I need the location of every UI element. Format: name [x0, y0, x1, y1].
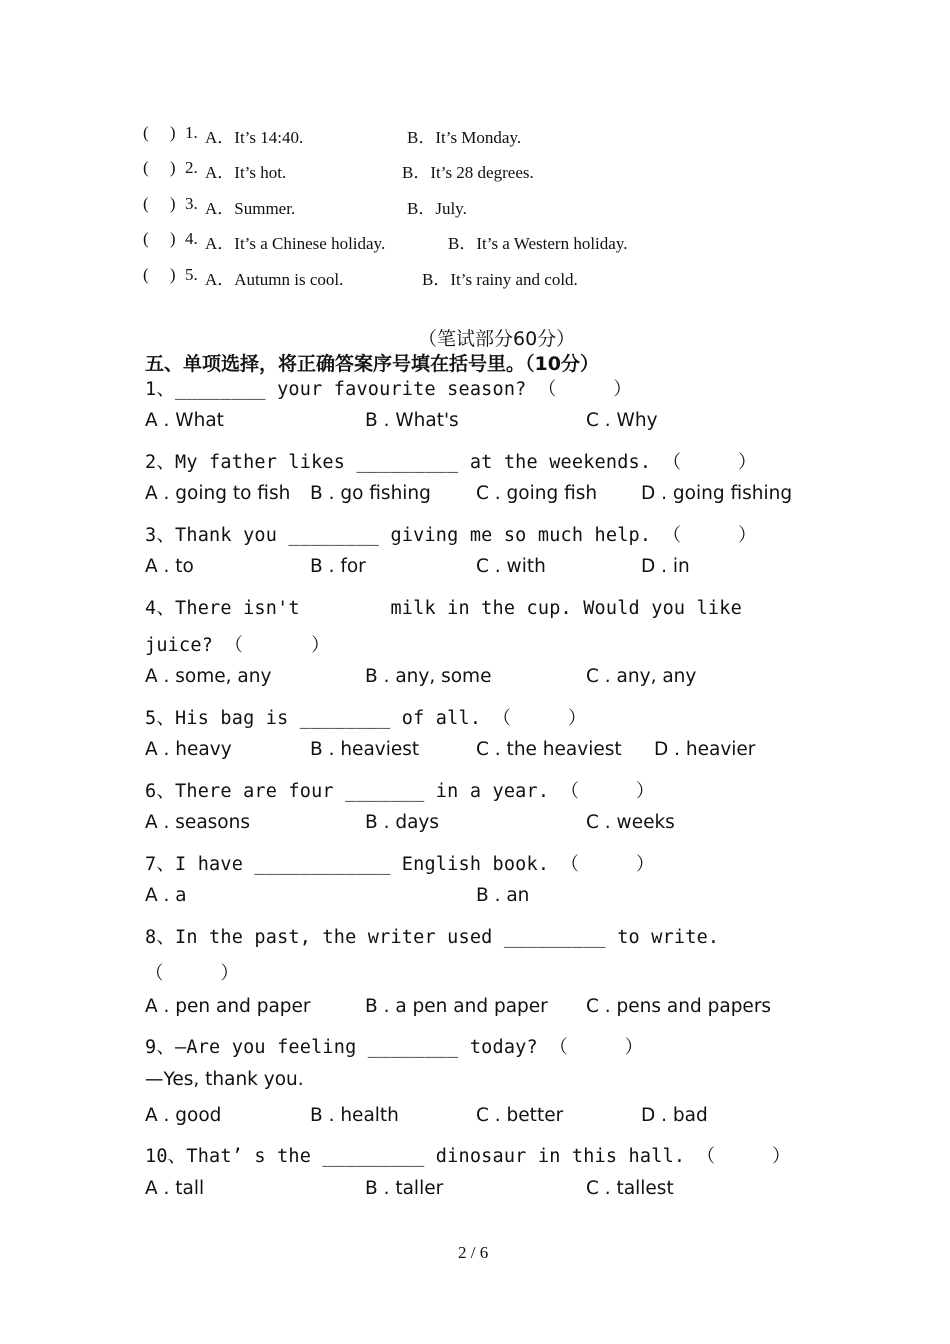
option-b: B．It’s rainy and cold.	[422, 270, 578, 289]
option: B . for	[310, 556, 366, 577]
option: C . Why	[586, 410, 658, 431]
written-part-heading: （笔试部分60分）	[418, 328, 576, 350]
question-stem-continued: （ ）	[145, 963, 240, 984]
item-number: 2.	[185, 158, 198, 177]
option-a: A．Summer.	[205, 199, 296, 218]
question-stem: 5、His bag is ________ of all. （ ）	[145, 708, 587, 729]
question-stem: 10、That’ s the _________ dinosaur in this hall. （ ）	[145, 1146, 791, 1167]
answer-bracket: ( )	[143, 194, 176, 213]
option-b: B．It’s 28 degrees.	[402, 163, 534, 182]
answer-bracket: ( )	[143, 123, 176, 142]
option: C . better	[476, 1105, 564, 1126]
option-b: B．July.	[407, 199, 467, 218]
question-stem: 2、My father likes _________ at the weekends. （ ）	[145, 452, 757, 473]
option-a: A．It’s 14:40.	[205, 128, 304, 147]
question-response: —Yes, thank you.	[145, 1069, 304, 1090]
option: A . to	[145, 556, 194, 577]
option: B . heaviest	[310, 739, 420, 760]
option: A . heavy	[145, 739, 232, 760]
item-number: 4.	[185, 229, 198, 248]
option: C . with	[476, 556, 546, 577]
question-stem: 1、________ your favourite season? （ ）	[145, 379, 632, 400]
option: D . heavier	[654, 739, 756, 760]
option: B . any, some	[365, 666, 492, 687]
option: A . going to fish	[145, 483, 291, 504]
option: C . pens and papers	[586, 996, 772, 1017]
option: A . a	[145, 885, 187, 906]
question-stem-continued: juice? （ ）	[145, 635, 330, 656]
section-title: 五、单项选择，将正确答案序号填在括号里。（10分）	[145, 353, 599, 375]
question-stem: 7、I have ____________ English book. （ ）	[145, 854, 655, 875]
answer-bracket: ( )	[143, 265, 176, 284]
option: A . pen and paper	[145, 996, 311, 1017]
option-b: B．It’s Monday.	[407, 128, 522, 147]
option: B . taller	[365, 1178, 444, 1199]
option: D . bad	[641, 1105, 708, 1126]
question-stem: 6、There are four _______ in a year. （ ）	[145, 781, 655, 802]
item-number: 1.	[185, 123, 198, 142]
option: D . going fishing	[641, 483, 793, 504]
question-stem: 4、There isn't milk in the cup. Would you like	[145, 598, 742, 619]
option: A . What	[145, 410, 224, 431]
option: C . going fish	[476, 483, 598, 504]
option: B . go fishing	[310, 483, 431, 504]
item-number: 5.	[185, 265, 198, 284]
page-number: 2 / 6	[458, 1243, 489, 1262]
option: C . tallest	[586, 1178, 674, 1199]
option: A . tall	[145, 1178, 205, 1199]
option: A . good	[145, 1105, 222, 1126]
option: A . some, any	[145, 666, 272, 687]
question-stem: 3、Thank you ________ giving me so much help. （ ）	[145, 525, 757, 546]
question-stem: 8、In the past, the writer used _________ to write.	[145, 927, 720, 948]
option-a: A．It’s a Chinese holiday.	[205, 234, 386, 253]
option: D . in	[641, 556, 690, 577]
option-a: A．Autumn is cool.	[205, 270, 344, 289]
option: C . weeks	[586, 812, 675, 833]
option: B . health	[310, 1105, 399, 1126]
question-stem: 9、—Are you feeling ________ today? （ ）	[145, 1037, 644, 1058]
option: B . What's	[365, 410, 459, 431]
answer-bracket: ( )	[143, 229, 176, 248]
option-a: A．It’s hot.	[205, 163, 287, 182]
answer-bracket: ( )	[143, 158, 176, 177]
option: C . the heaviest	[476, 739, 622, 760]
item-number: 3.	[185, 194, 198, 213]
option: B . an	[476, 885, 530, 906]
option-b: B．It’s a Western holiday.	[448, 234, 628, 253]
option: C . any, any	[586, 666, 697, 687]
option: B . days	[365, 812, 439, 833]
option: B . a pen and paper	[365, 996, 548, 1017]
option: A . seasons	[145, 812, 250, 833]
